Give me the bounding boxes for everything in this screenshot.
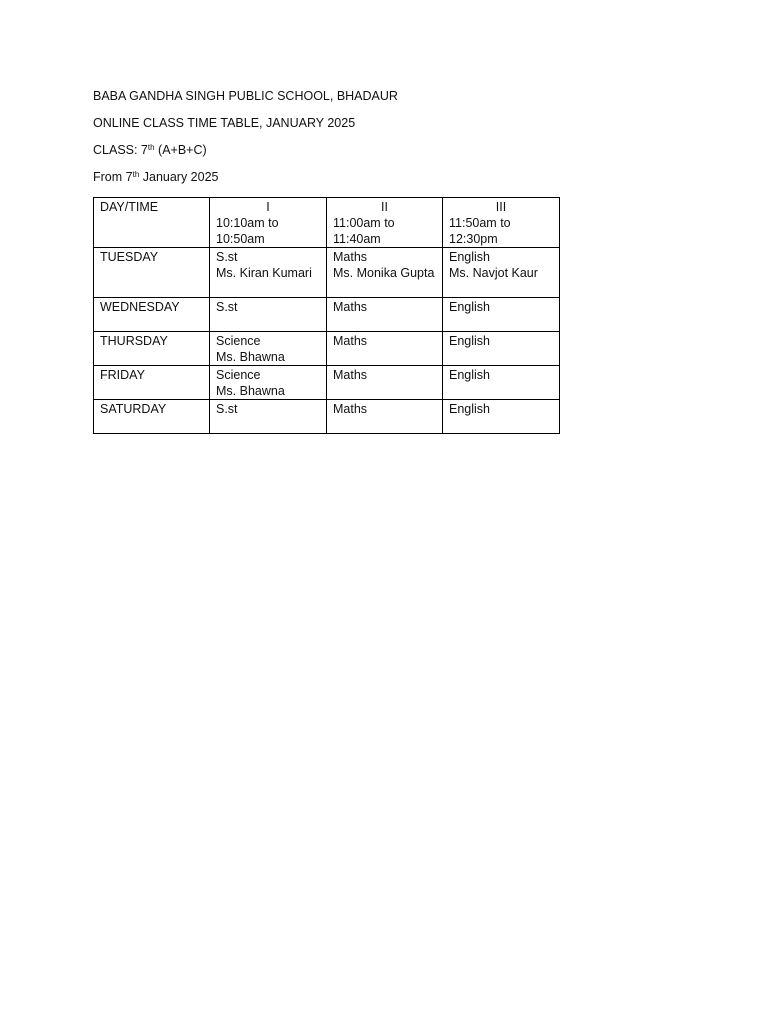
subject-cell <box>443 400 560 434</box>
subject-cell <box>443 332 560 366</box>
from-date-line <box>93 169 219 185</box>
teacher-name: Ms. Navjot Kaur <box>449 266 538 280</box>
day-cell: WEDNESDAY <box>94 298 210 332</box>
period-time-start: 10:10am to <box>216 216 279 230</box>
table-row <box>94 298 560 332</box>
from-month-year: January 2025 <box>139 170 219 184</box>
period-numeral: III <box>495 200 507 214</box>
period-header <box>443 198 560 248</box>
subject-name: English <box>449 402 490 416</box>
subject-name: Science <box>216 334 261 348</box>
subject-name: Maths <box>333 250 368 264</box>
class-prefix: CLASS: 7 <box>93 143 148 157</box>
teacher-name: Ms. Kiran Kumari <box>216 266 312 280</box>
period-header <box>327 198 443 248</box>
period-time-end: 11:40am <box>333 232 381 246</box>
subject-cell <box>210 248 327 298</box>
subject-name: Maths <box>333 368 368 382</box>
school-name: BABA GANDHA SINGH PUBLIC SCHOOL, BHADAUR <box>93 89 398 103</box>
subject-name: English <box>449 300 490 314</box>
period-time-end: 12:30pm <box>449 232 498 246</box>
subject-name: Maths <box>333 402 368 416</box>
period-time-start: 11:00am to <box>333 216 395 230</box>
period-numeral: II <box>381 200 388 214</box>
class-line <box>93 142 207 158</box>
subject-cell <box>327 248 443 298</box>
table-header-row <box>94 198 560 248</box>
subject-name: English <box>449 250 490 264</box>
timetable <box>93 197 560 434</box>
subject-cell <box>210 400 327 434</box>
subject-cell <box>210 332 327 366</box>
subject-cell <box>327 366 443 400</box>
period-time-end: 10:50am <box>216 232 265 246</box>
from-prefix: From 7 <box>93 170 133 184</box>
subject-cell <box>327 332 443 366</box>
subject-cell <box>443 248 560 298</box>
subject-cell <box>443 298 560 332</box>
corner-cell: DAY/TIME <box>94 198 210 248</box>
table-row <box>94 400 560 434</box>
subject-name: Maths <box>333 334 368 348</box>
teacher-name: Ms. Monika Gupta <box>333 266 435 280</box>
table-row <box>94 366 560 400</box>
day-cell: THURSDAY <box>94 332 210 366</box>
class-ordinal-suffix: th <box>147 143 155 152</box>
subject-cell <box>443 366 560 400</box>
period-header <box>210 198 327 248</box>
period-numeral: I <box>266 200 270 214</box>
teacher-name: Ms. Bhawna <box>216 384 285 398</box>
from-ordinal-suffix: th <box>132 170 140 179</box>
subject-name: Science <box>216 368 261 382</box>
subject-name: English <box>449 368 490 382</box>
teacher-name: Ms. Bhawna <box>216 350 285 364</box>
day-cell: SATURDAY <box>94 400 210 434</box>
subject-cell <box>210 298 327 332</box>
subject-name: S.st <box>216 300 238 314</box>
subject-name: S.st <box>216 402 238 416</box>
subject-cell <box>327 400 443 434</box>
subject-name: English <box>449 334 490 348</box>
class-sections: (A+B+C) <box>154 143 207 157</box>
subject-name: Maths <box>333 300 368 314</box>
day-cell: TUESDAY <box>94 248 210 298</box>
subject-cell <box>210 366 327 400</box>
table-row <box>94 248 560 298</box>
table-row <box>94 332 560 366</box>
subject-cell <box>327 298 443 332</box>
timetable-title: ONLINE CLASS TIME TABLE, JANUARY 2025 <box>93 116 356 130</box>
period-time-start: 11:50am to <box>449 216 511 230</box>
day-cell: FRIDAY <box>94 366 210 400</box>
subject-name: S.st <box>216 250 238 264</box>
